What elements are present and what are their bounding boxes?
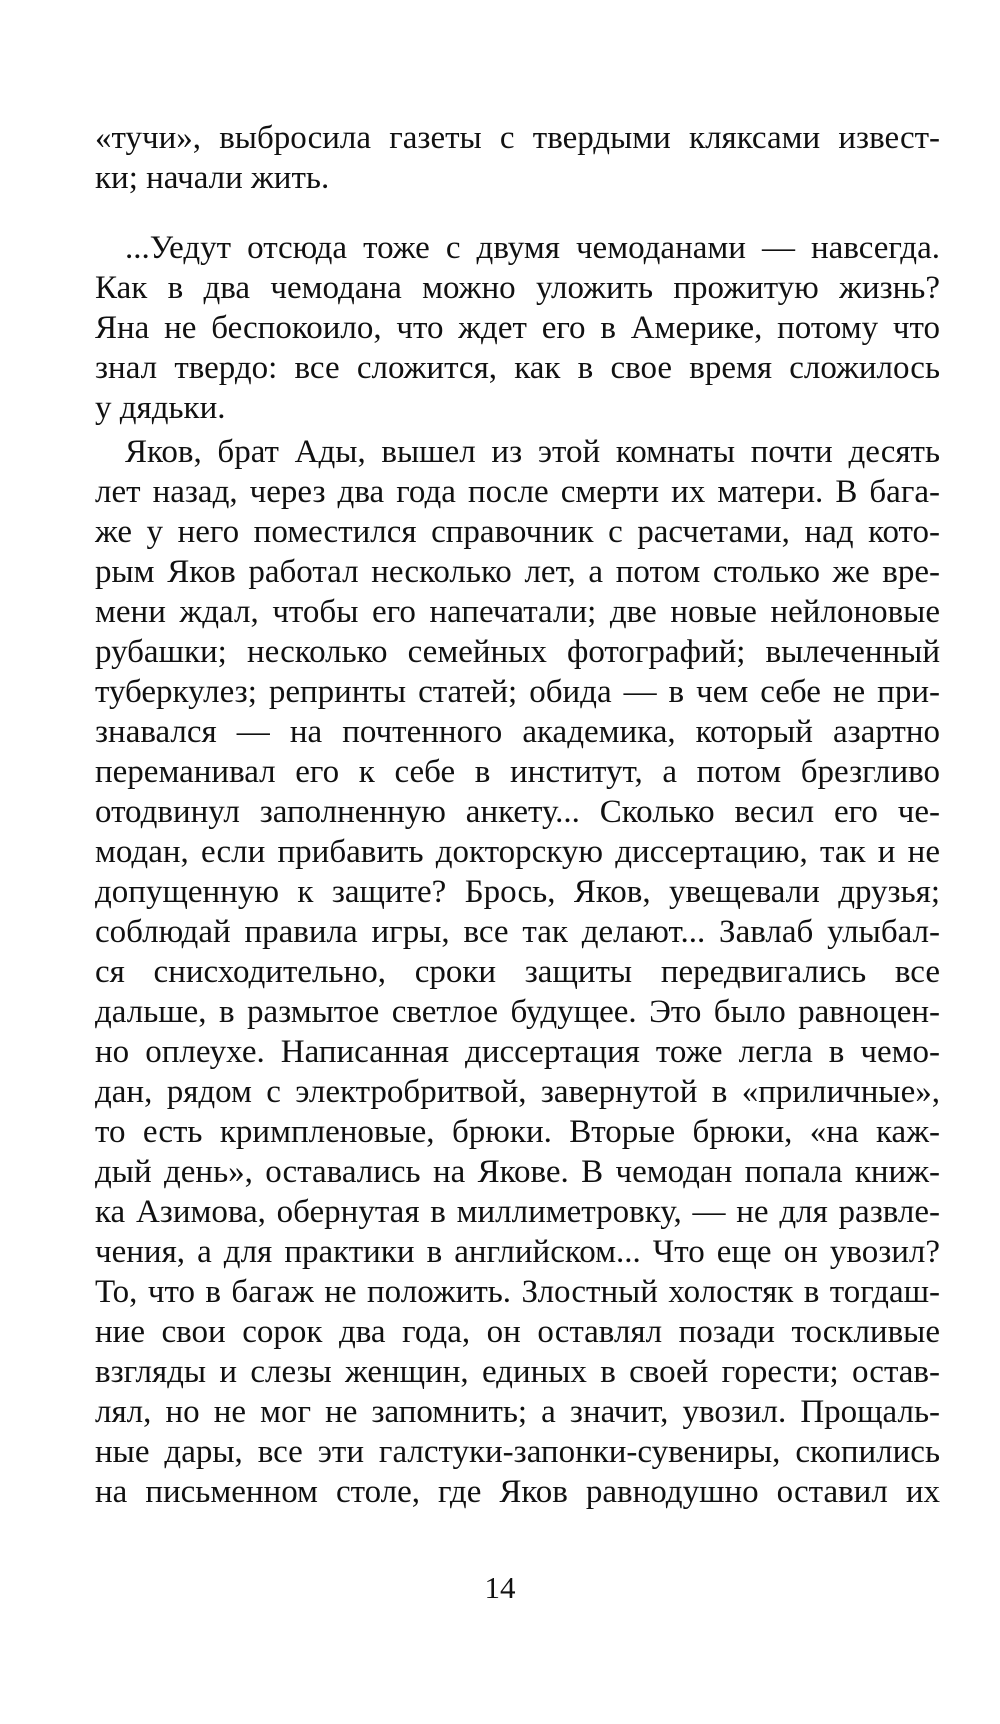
text-line: модан, если прибавить докторскую диссертацию, так и не: [95, 834, 940, 870]
text-line: Яков, брат Ады, вышел из этой комнаты почти десять: [125, 434, 940, 470]
text-line: мени ждал, чтобы его напечатали; две новые нейлоновые: [95, 594, 940, 630]
text-line: ные дары, все эти галстуки-запонки-сувениры, скопились: [95, 1434, 940, 1470]
text-line: ка Азимова, обернутая в миллиметровку, — не для развле-: [95, 1194, 940, 1230]
text-line: то есть кримпленовые, брюки. Вторые брюки, «на каж-: [95, 1114, 940, 1150]
text-line: дан, рядом с электробритвой, завернутой в «приличные»,: [95, 1074, 940, 1110]
text-line: Как в два чемодана можно уложить прожитую жизнь?: [95, 270, 940, 306]
text-line: То, что в багаж не положить. Злостный холостяк в тогдаш-: [95, 1274, 940, 1310]
text-line: взгляды и слезы женщин, единых в своей горести; остав-: [95, 1354, 940, 1390]
text-line: на письменном столе, где Яков равнодушно оставил их: [95, 1474, 940, 1510]
text-line: «тучи», выбросила газеты с твердыми кляксами извест-: [95, 120, 940, 156]
text-line: ние свои сорок два года, он оставлял позади тоскливые: [95, 1314, 940, 1350]
text-line: но оплеухе. Написанная диссертация тоже легла в чемо-: [95, 1034, 940, 1070]
text-line: дый день», оставались на Якове. В чемодан попала книж-: [95, 1154, 940, 1190]
text-line: ...Уедут отсюда тоже с двумя чемоданами — навсегда.: [125, 230, 940, 266]
text-line: отодвинул заполненную анкету... Сколько весил его че-: [95, 794, 940, 830]
text-line: допущенную к защите? Брось, Яков, увещевали друзья;: [95, 874, 940, 910]
text-line: лет назад, через два года после смерти их матери. В бага-: [95, 474, 940, 510]
text-line: туберкулез; репринты статей; обида — в чем себе не при-: [95, 674, 940, 710]
text-line: рым Яков работал несколько лет, а потом столько же вре-: [95, 554, 940, 590]
text-line: Яна не беспокоило, что ждет его в Америке, потому что: [95, 310, 940, 346]
text-line: у дядьки.: [95, 390, 226, 426]
text-line: ки; начали жить.: [95, 160, 330, 196]
text-line: рубашки; несколько семейных фотографий; вылеченный: [95, 634, 940, 670]
text-line: дальше, в размытое светлое будущее. Это было равноцен-: [95, 994, 940, 1030]
text-line: ся снисходительно, сроки защиты передвигались все: [95, 954, 940, 990]
text-line: переманивал его к себе в институт, а потом брезгливо: [95, 754, 940, 790]
text-line: знавался — на почтенного академика, который азартно: [95, 714, 940, 750]
text-line: чения, а для практики в английском... Что еще он увозил?: [95, 1234, 940, 1270]
text-line: лял, но не мог не запомнить; а значит, увозил. Прощаль-: [95, 1394, 940, 1430]
page-number: 14: [484, 1570, 516, 1605]
text-line: соблюдай правила игры, все так делают... Завлаб улыбал-: [95, 914, 940, 950]
text-line: же у него поместился справочник с расчетами, над кото-: [95, 514, 940, 550]
text-line: знал твердо: все сложится, как в свое время сложилось: [95, 350, 940, 386]
